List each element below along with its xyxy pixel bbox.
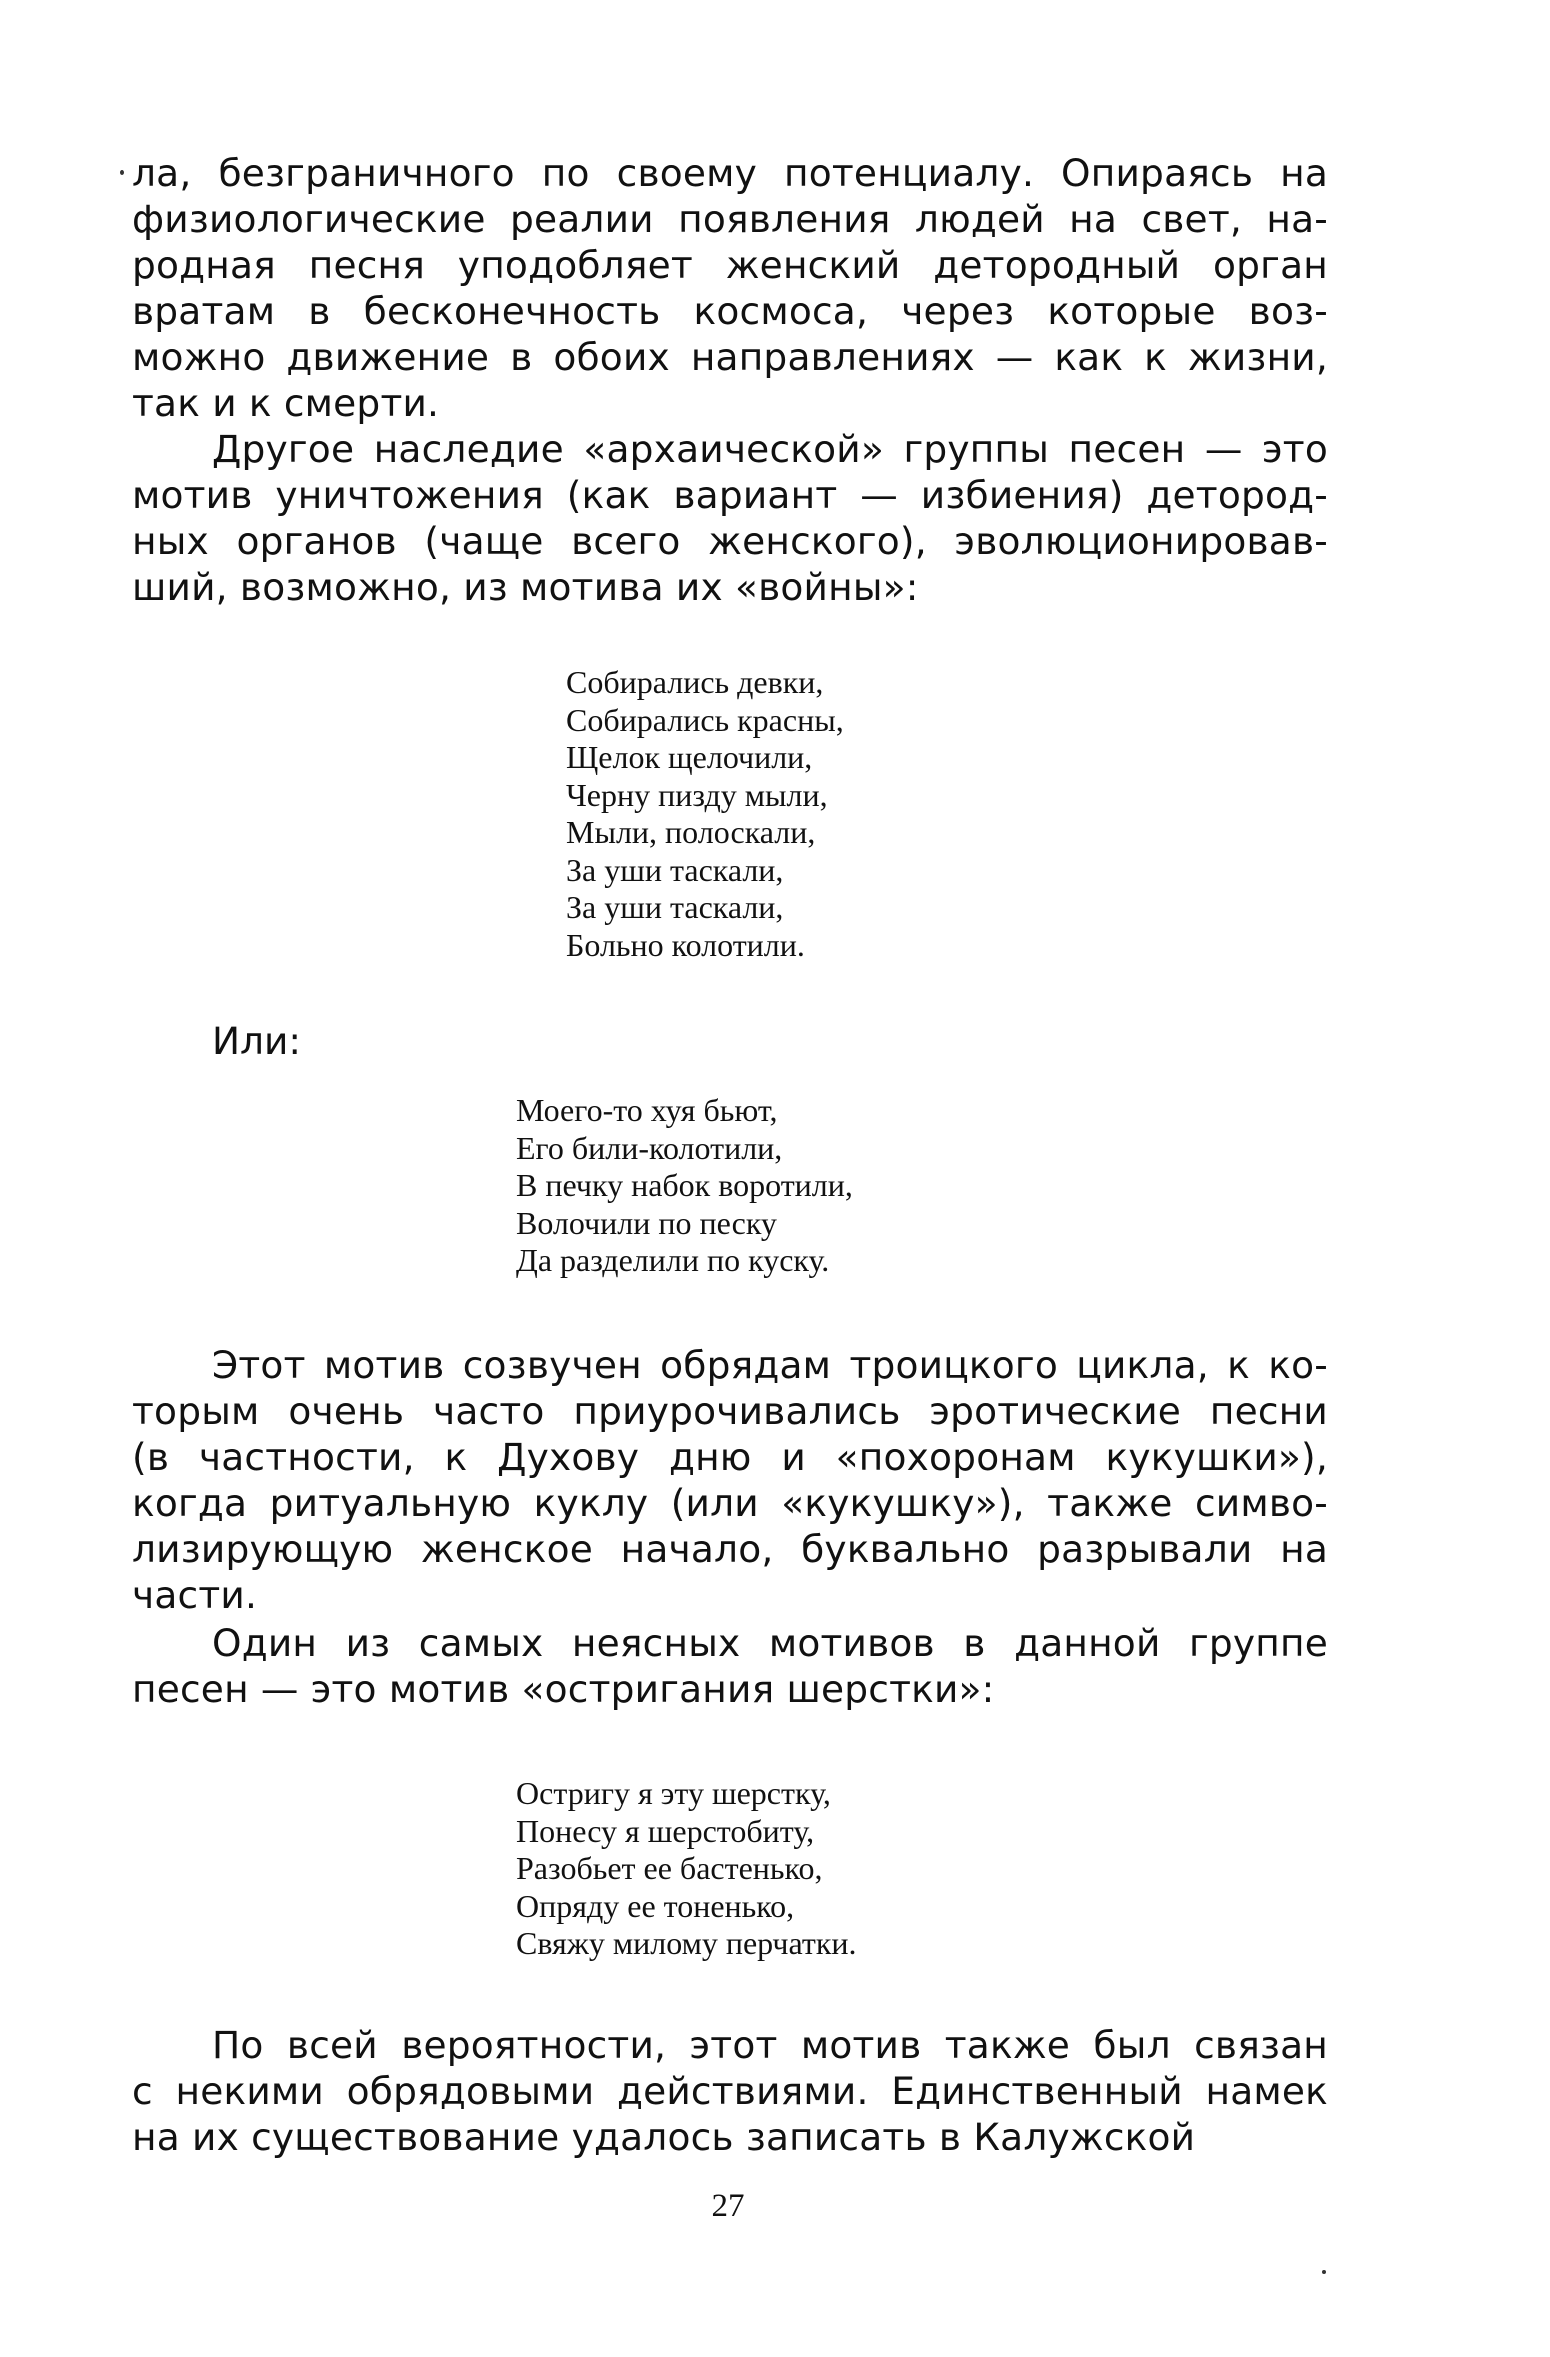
- verse-quote-1: [566, 664, 844, 964]
- verse-line: Разобьет ее бастенько,: [516, 1850, 823, 1886]
- paragraph-text: [132, 426, 1328, 610]
- paragraph-ritual-actions: [132, 2022, 1328, 2160]
- verse-quote-3: [516, 1775, 857, 1963]
- paragraph-text: [132, 150, 1328, 426]
- paragraph-continuation: [132, 150, 1328, 426]
- verse-line: Собирались красны,: [566, 701, 844, 738]
- verse-line: В печку набок воротили,: [516, 1167, 853, 1203]
- verse-quote-2: [516, 1092, 853, 1280]
- paragraph-archaic-heritage: [132, 426, 1328, 610]
- text-line: ла, безграничного по своему потенциалу. Опираясь на: [132, 151, 1328, 195]
- text-line: По всей вероятности, этот мотив также был связан: [212, 2023, 1328, 2067]
- paragraph-text: [132, 1342, 1328, 1618]
- text-line: песен — это мотив «остригания шерстки»:: [132, 1667, 995, 1711]
- text-line: когда ритуальную куклу (или «кукушку»), также симво-: [132, 1481, 1328, 1525]
- text-line: можно движение в обоих направлениях — как к жизни,: [132, 335, 1328, 379]
- verse-line: Свяжу милому перчатки.: [516, 1925, 857, 1961]
- verse-line: Да разделили по куску.: [516, 1242, 830, 1278]
- text-line: так и к смерти.: [132, 381, 440, 425]
- scan-speck: [1322, 2270, 1326, 2274]
- verse-line: Остригу я эту шерстку,: [516, 1775, 831, 1811]
- verse-line: За уши таскали,: [566, 851, 784, 888]
- paragraph-shearing-motif: [132, 1620, 1328, 1712]
- verse-line: За уши таскали,: [566, 889, 784, 925]
- text-line: торым очень часто приурочивались эротические песни: [132, 1389, 1328, 1433]
- paragraph-text: [132, 2022, 1328, 2160]
- verse-line: Больно колотили.: [566, 926, 805, 963]
- connector-word: Или:: [212, 1019, 302, 1063]
- text-line: родная песня уподобляет женский детородный орган: [132, 243, 1328, 287]
- verse-line: Понесу я шерстобиту,: [516, 1812, 815, 1849]
- scan-speck: [120, 170, 124, 175]
- paragraph-text: [132, 1620, 1328, 1712]
- text-line: вратам в бесконечность космоса, через которые воз-: [132, 289, 1328, 333]
- verse-line: Черну пизду мыли,: [566, 776, 828, 813]
- verse-line: Волочили по песку: [516, 1204, 777, 1241]
- text-line: части.: [132, 1573, 258, 1617]
- text-line: физиологические реалии появления людей на свет, на-: [132, 197, 1328, 241]
- page-number: 27: [711, 2188, 745, 2224]
- verse-line: Моего-то хуя бьют,: [516, 1092, 778, 1128]
- verse-line: Опряду ее тоненько,: [516, 1887, 795, 1924]
- text-line: Один из самых неясных мотивов в данной группе: [212, 1621, 1328, 1665]
- text-line: ных органов (чаще всего женского), эволюционировав-: [132, 519, 1328, 563]
- text-line: мотив уничтожения (как вариант — избиения) детород-: [132, 473, 1328, 517]
- text-line: Другое наследие «архаической» группы песен — это: [212, 427, 1328, 471]
- text-line: (в частности, к Духову дню и «похоронам кукушки»),: [132, 1435, 1328, 1479]
- paragraph-trinity-cycle: [132, 1342, 1328, 1618]
- text-line: лизирующую женское начало, буквально разрывали на: [132, 1527, 1328, 1571]
- text-line: Этот мотив созвучен обрядам троицкого цикла, к ко-: [212, 1343, 1328, 1387]
- verse-line: Собирались девки,: [566, 664, 824, 700]
- text-line: с некими обрядовыми действиями. Единственный намек: [132, 2069, 1328, 2113]
- text-line: ший, возможно, из мотива их «войны»:: [132, 565, 919, 609]
- verse-line: Его били-колотили,: [516, 1129, 783, 1166]
- verse-line: Щелок щелочили,: [566, 739, 813, 775]
- text-line: на их существование удалось записать в Калужской: [132, 2115, 1196, 2159]
- verse-line: Мыли, полоскали,: [566, 814, 816, 850]
